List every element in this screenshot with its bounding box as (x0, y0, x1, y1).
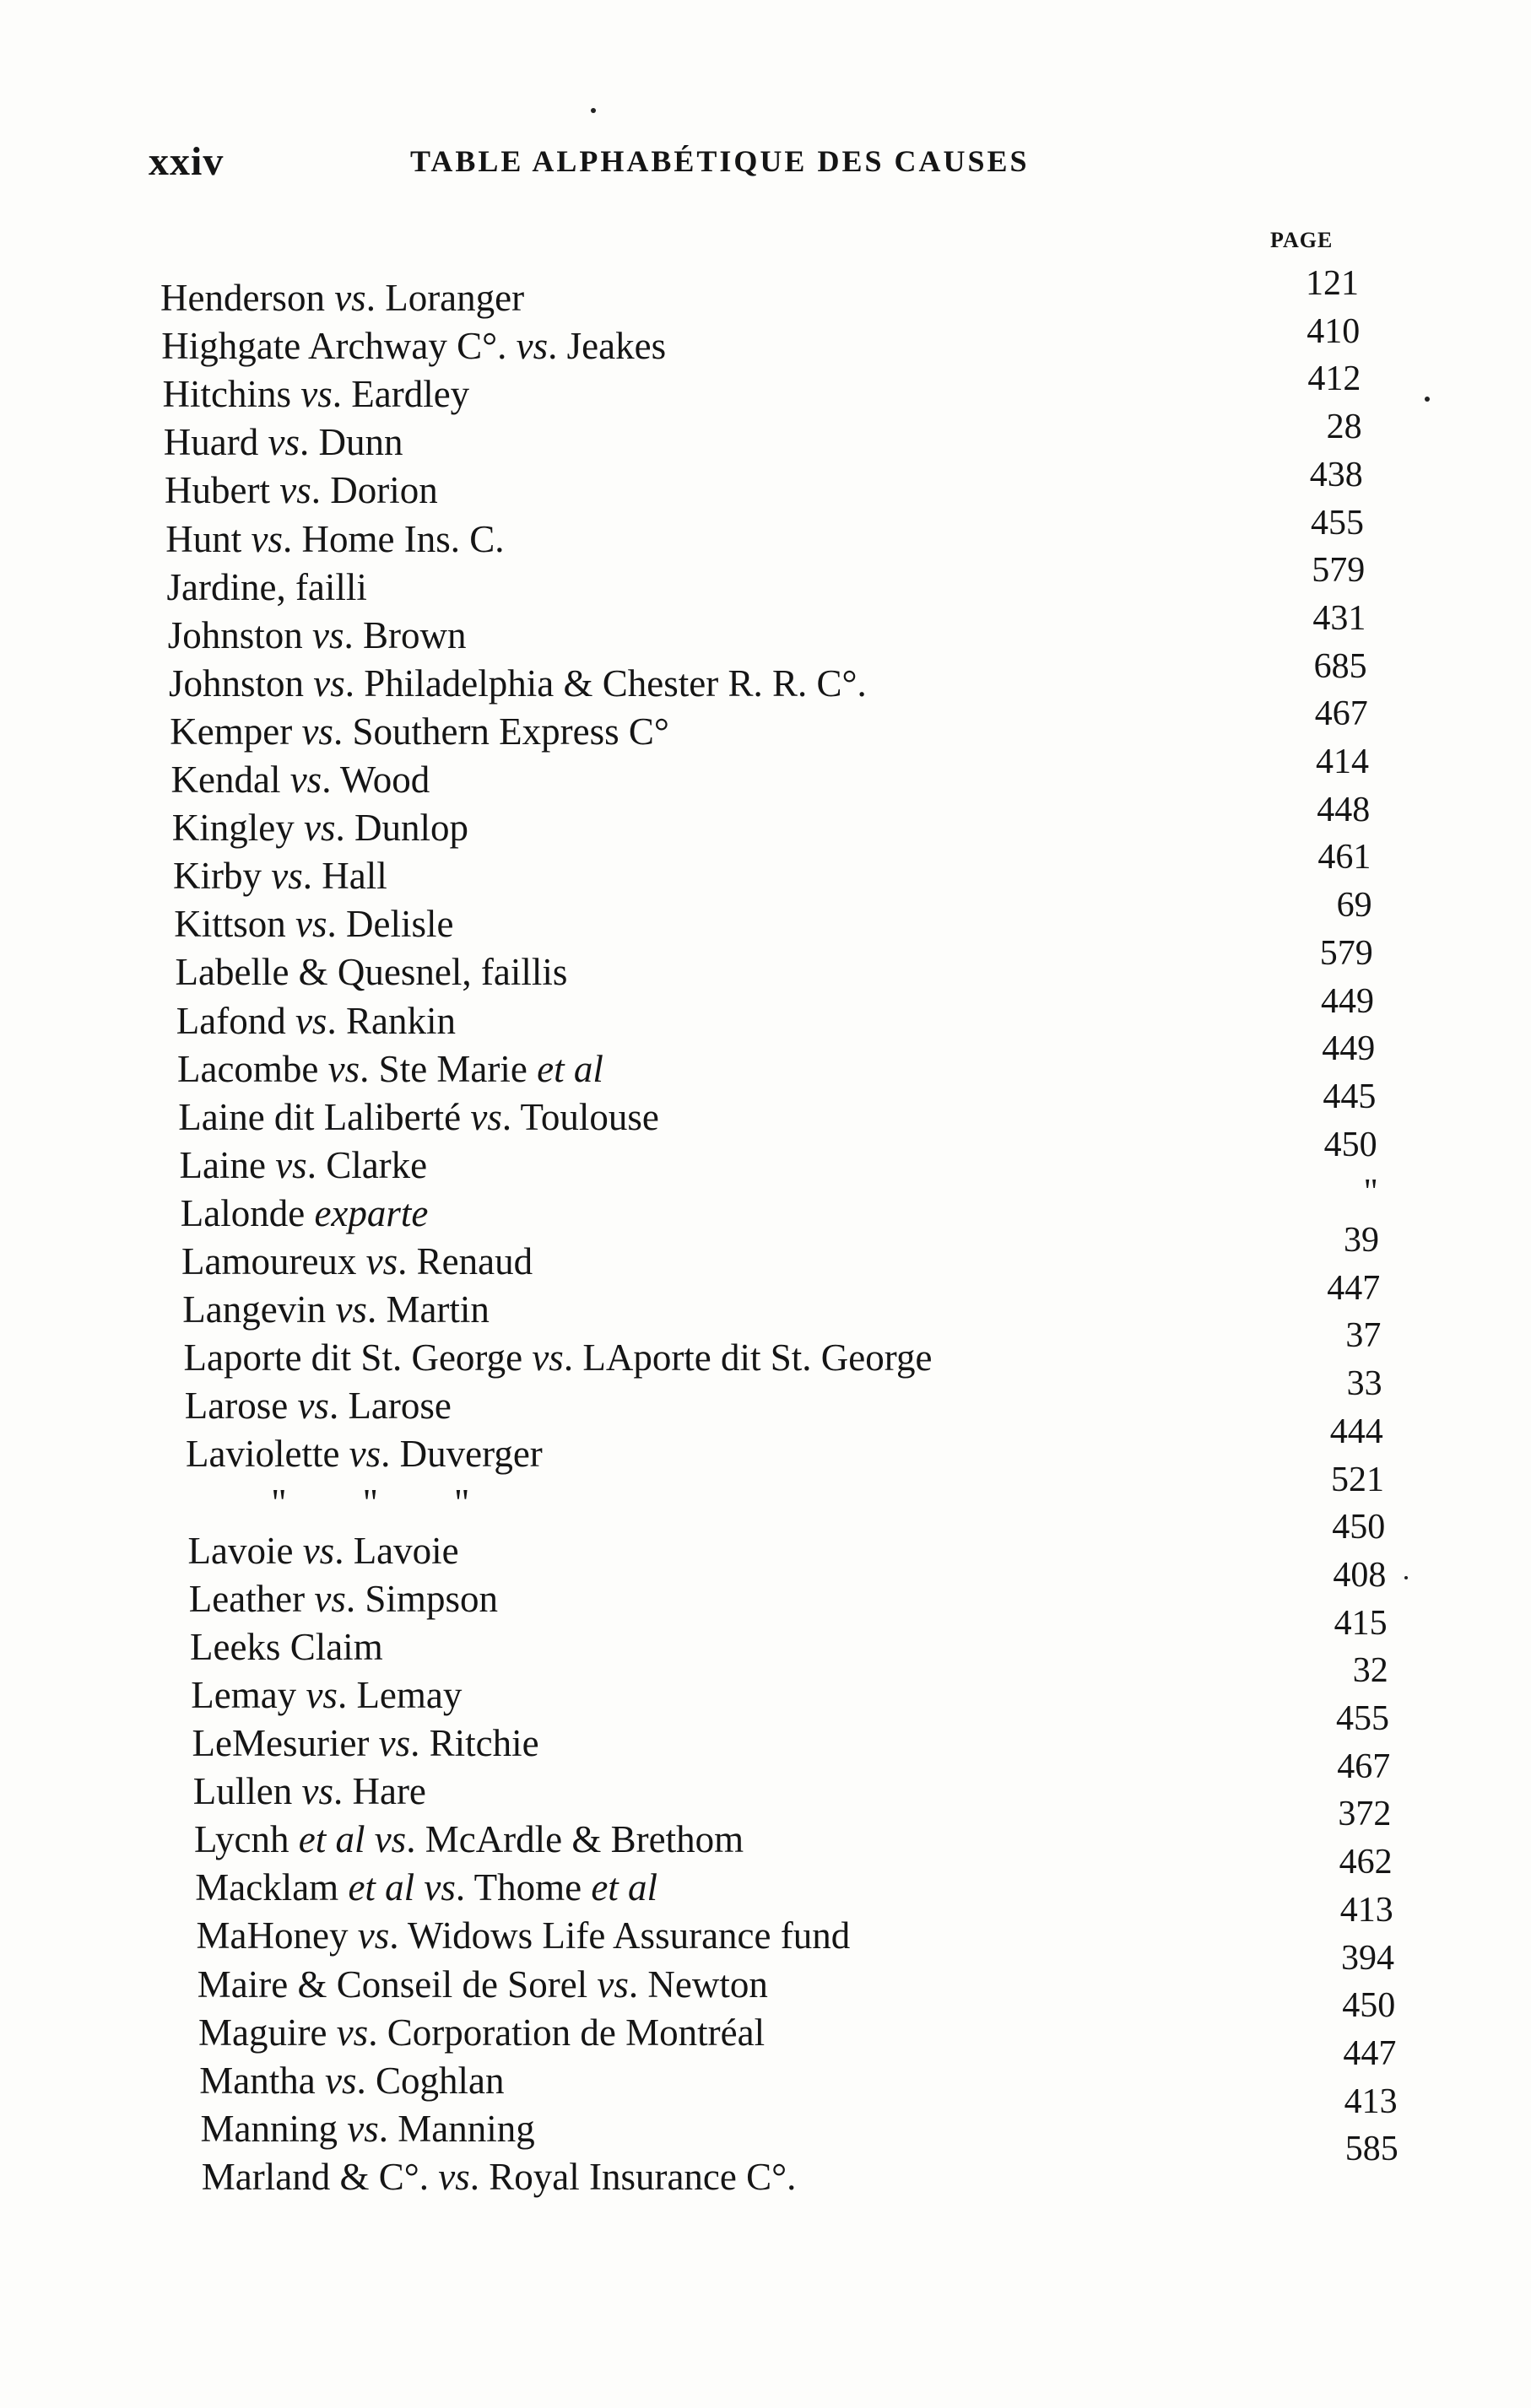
case-page-number: 455 (1336, 1699, 1389, 1738)
case-page-number: 579 (1312, 551, 1366, 591)
case-page-number: 32 (1352, 1651, 1388, 1691)
case-name-italic-fragment: vs (289, 759, 322, 801)
case-name-italic-fragment: vs (279, 469, 311, 512)
case-name-italic-fragment: vs (271, 855, 303, 898)
case-name-fragment: Hunt (165, 517, 252, 560)
case-page-number: 461 (1317, 838, 1371, 877)
case-page-number: 450 (1342, 1986, 1396, 2026)
case-name (160, 274, 524, 321)
case-name-fragment: . Delisle (327, 903, 454, 946)
case-name (163, 370, 470, 418)
case-page-number: 449 (1322, 1029, 1376, 1069)
case-name-italic-fragment: vs (357, 1914, 390, 1957)
case-name-fragment: Maire & Conseil de Sorel (197, 1963, 598, 2006)
case-name-fragment: . Royal Insurance C°. (469, 2155, 797, 2198)
page-title: TABLE ALPHABÉTIQUE DES CAUSES (410, 144, 1030, 178)
case-name (165, 516, 504, 563)
case-name (192, 1720, 539, 1767)
case-name-italic-fragment: vs (303, 807, 336, 850)
case-name-fragment: . Home Ins. C. (283, 517, 505, 560)
case-name-fragment: Lavoie (187, 1529, 303, 1572)
case-page-number: 413 (1339, 1890, 1393, 1930)
case-name-italic-fragment: vs (302, 1529, 335, 1572)
case-name-fragment: . Dunlop (335, 807, 468, 850)
case-name-fragment: . Jeakes (548, 325, 667, 368)
case-name-fragment: Lafond (176, 999, 295, 1042)
case-name (180, 1142, 428, 1189)
case-name-fragment: . Clarke (306, 1143, 428, 1186)
case-name (194, 1816, 744, 1863)
case-name (186, 1430, 543, 1477)
case-name-fragment: . Loranger (365, 277, 525, 319)
case-name-fragment: Labelle & Quesnel, faillis (175, 951, 568, 994)
case-name-fragment: Laporte dit St. George (183, 1336, 533, 1379)
case-name-fragment: Manning (200, 2107, 348, 2150)
case-name-fragment: Johnston (167, 613, 313, 656)
case-name-italic-fragment: vs (295, 903, 327, 946)
case-page-number: 450 (1323, 1125, 1377, 1164)
case-name-fragment: " " " (271, 1481, 470, 1524)
case-name (174, 900, 453, 948)
case-name-fragment: . LAporte dit St. George (563, 1336, 933, 1379)
case-name (177, 1045, 603, 1093)
case-name-fragment: LeMesurier (192, 1722, 379, 1764)
case-page-number: 37 (1345, 1316, 1382, 1356)
case-name (185, 1382, 452, 1429)
case-name-fragment: Maguire (198, 2011, 337, 2054)
case-name-italic-fragment: vs (470, 1095, 502, 1138)
case-page-number: 467 (1314, 694, 1368, 734)
case-name-fragment: Huard (163, 421, 268, 464)
case-name-italic-fragment: vs (349, 1433, 381, 1476)
case-name-italic-fragment: vs (300, 373, 333, 416)
case-name-fragment: . Renaud (398, 1240, 533, 1282)
case-name-fragment: Highgate Archway C°. (161, 325, 517, 368)
case-page-number: 450 (1332, 1508, 1386, 1547)
case-name (167, 564, 367, 611)
case-name-fragment: . Eardley (332, 373, 470, 416)
case-name-fragment: . Lavoie (334, 1529, 459, 1572)
case-page-number: 585 (1344, 2130, 1398, 2169)
case-name (170, 708, 669, 755)
case-name-italic-fragment: vs (251, 517, 283, 560)
case-page-number: 28 (1326, 408, 1362, 447)
case-name (171, 756, 430, 803)
case-page-number: 412 (1307, 359, 1361, 399)
case-name-fragment: Larose (184, 1385, 298, 1428)
case-page-number: 414 (1316, 742, 1369, 781)
case-name (193, 1768, 426, 1815)
case-name-fragment: Hitchins (162, 373, 301, 416)
case-name (161, 322, 666, 370)
case-name-fragment: Lacombe (177, 1047, 328, 1090)
case-name-fragment: Laine (179, 1143, 276, 1186)
case-name-italic-fragment: vs (597, 1963, 629, 2006)
case-name-italic-fragment: vs (306, 1673, 338, 1716)
case-name-fragment: . Southern Express C° (333, 710, 669, 753)
case-name-italic-fragment: et al vs (298, 1818, 407, 1861)
case-name-fragment: Jardine, failli (166, 565, 367, 608)
case-page-number: 413 (1344, 2081, 1398, 2121)
case-name-fragment: . Simpson (345, 1577, 498, 1620)
case-name-italic-fragment: vs (336, 2011, 369, 2054)
case-name (176, 948, 568, 996)
case-page-number: 415 (1334, 1603, 1388, 1643)
case-name (164, 418, 403, 466)
case-name (197, 1912, 851, 1959)
case-page-number: 121 (1306, 264, 1359, 303)
case-name-fragment: . Corporation de Montréal (368, 2011, 766, 2054)
case-name-italic-fragment: vs (365, 1240, 398, 1282)
case-name-italic-fragment: vs (438, 2155, 470, 2198)
case-name-fragment: . Larose (328, 1385, 452, 1428)
case-name-fragment: Langevin (182, 1288, 336, 1331)
case-page-number: 394 (1341, 1938, 1394, 1978)
case-name-fragment: . Toulouse (501, 1095, 659, 1138)
case-name-italic-fragment: vs (532, 1336, 564, 1379)
case-page-number: 372 (1338, 1795, 1392, 1834)
page-column-header: PAGE (1270, 228, 1334, 252)
case-name-fragment: Kirby (173, 855, 272, 898)
case-name-fragment: Kittson (174, 903, 296, 946)
case-name (172, 804, 468, 851)
case-name-fragment: . Widows Life Assurance fund (389, 1914, 851, 1957)
case-name-italic-fragment: et al (537, 1047, 603, 1090)
ink-speck (1404, 1576, 1408, 1579)
case-page-number: 467 (1337, 1747, 1391, 1786)
case-name (189, 1575, 498, 1622)
case-name-fragment: Lalonde (180, 1191, 315, 1234)
case-page-number: 33 (1346, 1364, 1382, 1404)
case-page-number: 447 (1343, 2033, 1397, 2073)
case-page-number: 444 (1329, 1412, 1383, 1451)
case-name-italic-fragment: vs (516, 325, 549, 368)
case-name-fragment: Kemper (170, 710, 302, 753)
page-number: xxiv (149, 139, 225, 184)
case-name-italic-fragment: vs (268, 421, 300, 464)
case-page-number: 410 (1306, 311, 1361, 351)
case-name (173, 852, 387, 899)
case-name-italic-fragment: vs (324, 2059, 357, 2102)
case-name-fragment: . Lemay (337, 1673, 463, 1716)
case-name-fragment: . Coghlan (356, 2059, 505, 2102)
case-name-italic-fragment: vs (295, 999, 327, 1042)
case-name-italic-fragment: vs (335, 1288, 367, 1331)
case-name-italic-fragment: vs (334, 277, 366, 319)
case-name-italic-fragment: vs (275, 1143, 307, 1186)
case-name-italic-fragment: vs (313, 661, 345, 705)
case-name-fragment: Lemay (191, 1673, 306, 1716)
case-name-fragment: . Rankin (327, 999, 456, 1042)
case-name-fragment: Lullen (192, 1770, 302, 1813)
case-name-fragment: Lycnh (194, 1818, 299, 1861)
case-name-fragment: . Wood (322, 759, 430, 801)
case-name (176, 997, 456, 1045)
case-name-fragment: Mantha (199, 2059, 325, 2102)
case-name-fragment: . Dunn (299, 421, 403, 464)
ink-speck (1425, 397, 1430, 402)
case-name (191, 1671, 462, 1719)
case-name-fragment: . Hall (302, 855, 387, 898)
case-name-fragment: Leather (188, 1577, 315, 1620)
case-name-fragment: Laviolette (186, 1433, 349, 1476)
case-name (202, 2153, 797, 2200)
case-page-number: 455 (1311, 503, 1364, 543)
case-name (184, 1334, 933, 1381)
case-name-italic-fragment: exparte (314, 1191, 429, 1234)
case-name-italic-fragment: vs (312, 613, 344, 656)
case-name-fragment: . Ritchie (410, 1722, 539, 1764)
case-name (168, 612, 467, 659)
case-name-italic-fragment: vs (378, 1722, 411, 1764)
case-page-number: 449 (1321, 981, 1374, 1021)
case-name (197, 1961, 768, 2008)
case-name-italic-fragment: vs (301, 1770, 333, 1813)
case-page-number: 462 (1339, 1843, 1393, 1882)
case-page-number: 448 (1317, 790, 1371, 829)
case-name-fragment: . Philadelphia & Chester R. R. C°. (344, 661, 867, 705)
case-name (182, 1286, 490, 1333)
case-name-fragment: . McArdle & Brethom (406, 1818, 744, 1861)
case-name-fragment: Lamoureux (181, 1240, 366, 1282)
case-name-fragment: . Manning (378, 2107, 535, 2150)
case-page-number: 445 (1323, 1077, 1377, 1116)
case-name-fragment: . Ste Marie (360, 1047, 538, 1090)
case-name-fragment: . Thome (455, 1866, 592, 1909)
case-name-italic-fragment: vs (347, 2107, 379, 2150)
case-name (165, 467, 438, 514)
case-name-fragment: Macklam (195, 1866, 349, 1909)
case-name-italic-fragment: vs (314, 1577, 346, 1620)
case-page-number: 69 (1336, 886, 1372, 926)
case-page-number: 431 (1312, 598, 1366, 638)
case-name-fragment: Kendal (170, 759, 290, 801)
case-name-fragment: Hubert (165, 469, 280, 512)
case-name (198, 2009, 765, 2056)
case-page-number: 447 (1327, 1268, 1381, 1308)
case-name-fragment: . Hare (333, 1770, 426, 1813)
case-name (190, 1623, 383, 1671)
case-name (169, 660, 867, 707)
case-name-fragment: MaHoney (196, 1914, 358, 1957)
case-name-italic-fragment: vs (301, 710, 333, 753)
case-name-fragment: Johnston (169, 661, 314, 705)
case-name-fragment: Kingley (171, 807, 304, 850)
case-page-number: " (1363, 1173, 1378, 1212)
case-name (195, 1864, 657, 1911)
case-name (181, 1190, 429, 1237)
case-name-fragment: . Dorion (311, 469, 438, 512)
case-name-italic-fragment: vs (297, 1385, 329, 1428)
case-page-number: 685 (1313, 646, 1367, 686)
case-name-fragment: . Duverger (381, 1433, 543, 1476)
case-page-number: 521 (1331, 1460, 1384, 1499)
case-name (178, 1093, 659, 1141)
case-name (199, 2057, 504, 2104)
case-name-fragment: . Newton (628, 1963, 768, 2006)
case-name-fragment: Marland & C°. (201, 2155, 439, 2198)
case-name (188, 1527, 459, 1574)
case-name (181, 1238, 533, 1285)
case-name (271, 1479, 469, 1526)
case-page-number: 39 (1344, 1221, 1379, 1260)
case-name-fragment: . Martin (366, 1288, 490, 1331)
case-name-italic-fragment: et al (591, 1866, 658, 1909)
case-page-number: 579 (1319, 933, 1373, 973)
ink-speck (591, 108, 596, 113)
case-name-italic-fragment: vs (327, 1047, 360, 1090)
case-name-fragment: Henderson (160, 277, 335, 319)
case-page-number: 408 (1333, 1555, 1387, 1595)
case-name-italic-fragment: et al vs (348, 1866, 456, 1909)
case-name-fragment: Laine dit Laliberté (178, 1095, 471, 1138)
case-name-fragment: . Brown (344, 613, 467, 656)
case-name-fragment: Leeks Claim (190, 1625, 383, 1668)
case-name (201, 2105, 535, 2152)
case-page-number: 438 (1309, 455, 1363, 494)
